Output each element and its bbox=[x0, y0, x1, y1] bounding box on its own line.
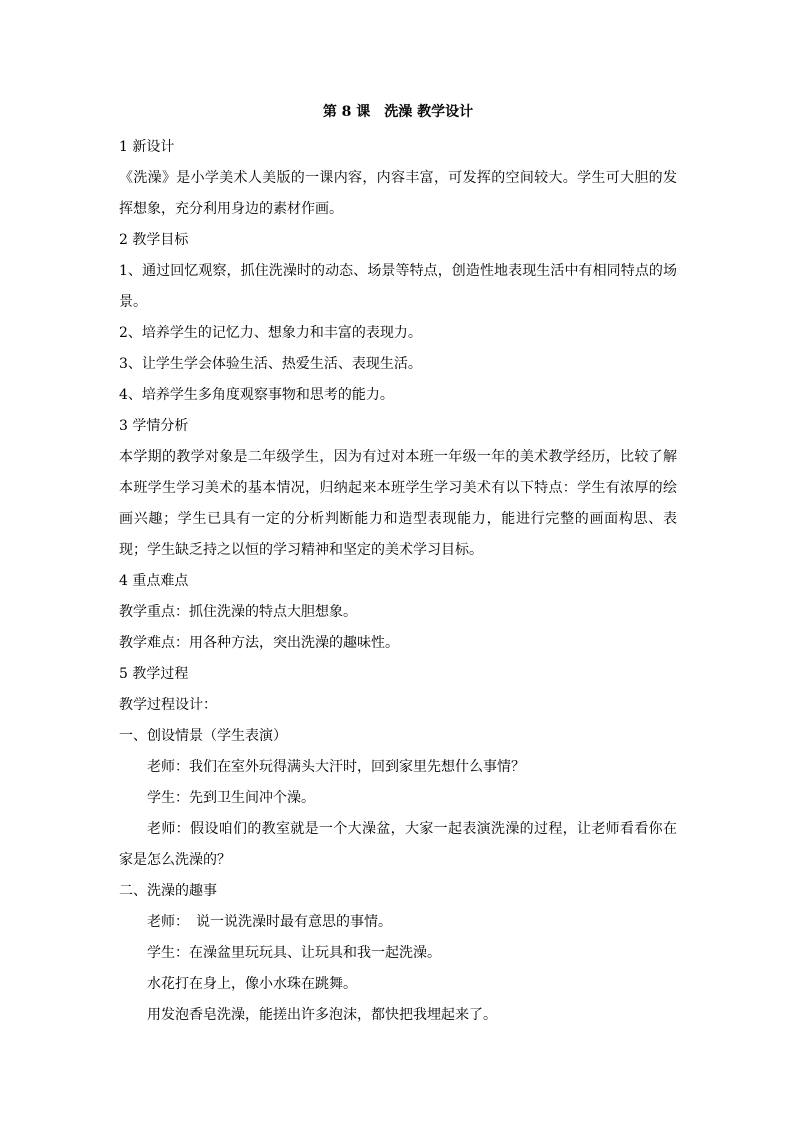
dialogue-line: 学生：先到卫生间冲个澡。 bbox=[147, 790, 315, 806]
section-heading-teaching-goals: 2 教学目标 bbox=[119, 232, 189, 248]
goal-item-1: 1、通过回忆观察，抓住洗澡时的动态、场景等特点，创造性地表现生活中有相同特点的场景。 bbox=[119, 263, 677, 310]
dialogue-line: 用发泡香皂洗澡，能搓出许多泡沫，都快把我埋起来了。 bbox=[147, 1007, 497, 1023]
paragraph-learner-analysis: 本学期的教学对象是二年级学生，因为有过对本班一年级一年的美术教学经历，比较了解本班学生学习美术的基本情况，归纳起来本班学生学习美术有以下特点：学生有浓厚的绘画兴趣；学生已具有一定的分析判断能力和造型表现能力，能进行完整的画面构思、表现；学生缺乏持之以恒的学习精神和坚定的美术学习目标。 bbox=[119, 449, 677, 558]
dialogue-line: 水花打在身上，像小水珠在跳舞。 bbox=[147, 976, 357, 992]
dialogue-line: 老师： 说一说洗澡时最有意思的事情。 bbox=[147, 914, 392, 930]
section-heading-teaching-process: 5 教学过程 bbox=[119, 666, 189, 682]
dialogue-line: 学生：在澡盆里玩玩具、让玩具和我一起洗澡。 bbox=[147, 945, 441, 961]
section-heading-new-design: 1 新设计 bbox=[119, 139, 175, 155]
goal-item-3: 3、让学生学会体验生活、热爱生活、表现生活。 bbox=[119, 356, 422, 372]
goal-item-2: 2、培养学生的记忆力、想象力和丰富的表现力。 bbox=[119, 325, 422, 341]
section-heading-key-points: 4 重点难点 bbox=[119, 573, 189, 589]
dialogue-line: 老师：假设咱们的教室就是一个大澡盆，大家一起表演洗澡的过程，让老师看看你在家是怎么洗澡的？ bbox=[119, 821, 677, 868]
paragraph-new-design: 《洗澡》是小学美术人美版的一课内容，内容丰富，可发挥的空间较大。学生可大胆的发挥想象，充分利用身边的素材作画。 bbox=[119, 170, 677, 217]
part1-heading: 一、创设情景（学生表演） bbox=[119, 728, 287, 744]
key-point: 教学重点：抓住洗澡的特点大胆想象。 bbox=[119, 604, 357, 620]
difficult-point: 教学难点：用各种方法，突出洗澡的趣味性。 bbox=[119, 635, 399, 651]
dialogue-line: 老师：我们在室外玩得满头大汗时，回到家里先想什么事情？ bbox=[147, 759, 525, 775]
document-body bbox=[119, 101, 677, 1031]
section-heading-learner-analysis: 3 学情分析 bbox=[119, 418, 189, 434]
process-design-label: 教学过程设计： bbox=[119, 697, 217, 713]
document-title: 第 8 课 洗澡 教学设计 bbox=[322, 104, 474, 120]
goal-item-4: 4、培养学生多角度观察事物和思考的能力。 bbox=[119, 387, 394, 403]
part2-heading: 二、洗澡的趣事 bbox=[119, 883, 217, 899]
